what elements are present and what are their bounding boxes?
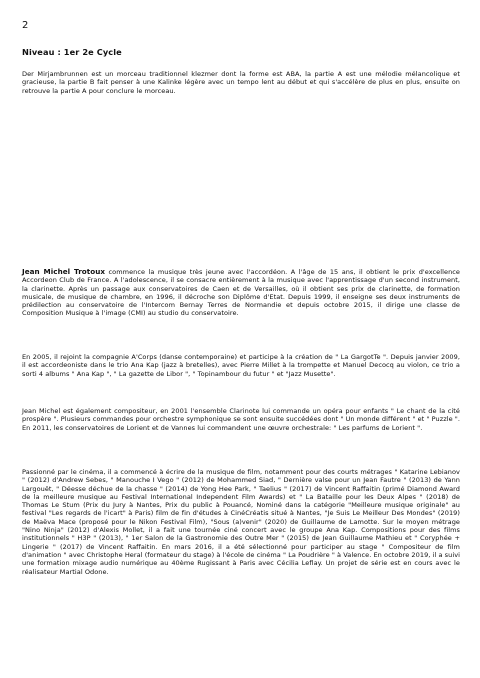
- level-heading: Niveau : 1er 2e Cycle: [22, 47, 122, 57]
- bio-paragraph-1-text: commence la musique très jeune avec l'accordéon. A l'âge de 15 ans, il obtient le prix d'excellence Accordeon Club de France. A l'adolescence, il se consacre entièrement à la musique avec l'apprentissage d'un second instrument, la clarinette. Après un passage aux conservatoires de Caen et de Versailles, où il obtient ses prix de clarinette, de formation musicale, de musique de chambre, en 1996, il décroche son Diplôme d'Etat. Depuis 1999, il enseigne ses deux instruments de prédilection au conservatoire de l'Intercom Bernay Terres de Normandie et depuis octobre 2015, il dirige une classe de Composition Musique à l'image (CMI) au studio du conservatoire.: [22, 268, 460, 318]
- bio-paragraph-1: [22, 268, 460, 318]
- bio-paragraph-4: Passionné par le cinéma, il a commencé à écrire de la musique de film, notamment pour des courts métrages " Katarine Lebianov " (2012) d'Andrew Sebes, " Manouche I Vego " (2012) de Mohammed Siad, " Dernière valse pour un Jean Fautre " (2013) de Yann Largouët, " Déesse déchue de la chasse " (2014) de Yong Hee Park, " Taelius " (2017) de Vincent Raffaitin (primé Diamond Award de la meilleure musique au Festival International Independent Film Awards) et " La Bataille pour les Deux Alpes " (2018) de Thomas Le Stum (Prix du Jury à Nantes, Prix du public à Pouancé, Nominé dans la catégorie "Meilleure musique originale" au festival "Les regards de l'icart" à Paris) film de fin d'études à CinéCréatis situé à Nantes, "Je Suis Le Meilleur Des Mondes" (2019) de Maëva Mace (proposé pour le Nikon Festival Film), "Sous (a)venir" (2020) de Guillaume de Lamotte. Sur le moyen métrage "Nino Ninja" (2012) d'Alexis Mollet, il a fait une tournée ciné concert avec le groupe Ana Kap. Compositions pour des films institutionnels " H3P " (2013), " 1er Salon de la Gastronomie des Outre Mer " (2015) de Jean Guillaume Mathieu et " Coryphée + Lingerie " (2017) de Vincent Raffaitin. En mars 2016, il a été sélectionné pour participer au stage " Compositeur de film d'animation " avec Christophe Heral (formateur du stage) à l'école de cinéma " La Poudrière " à Valence. En octobre 2019, il a suivi une formation mixage audio numérique au 40ème Rugissant à Paris avec Cécilia Leflay. Un projet de série est en cours avec le réalisateur Martial Odone.: [22, 468, 460, 576]
- bio-paragraph-3: Jean Michel est également compositeur, en 2001 l'ensemble Clarinote lui commande un opéra pour enfants " Le chant de la cité prospère ". Plusieurs commandes pour orchestre symphonique se sont ensuite succédées dont " Un monde différent " et " Puzzle ". En 2011, les conservatoires de Lorient et de Vannes lui commandent une œuvre orchestrale: " Les parfums de Lorient ".: [22, 407, 460, 432]
- intro-paragraph: Der Mirjambrunnen est un morceau traditionnel klezmer dont la forme est ABA, la partie A est une mélodie mélancolique et gracieuse, la partie B fait penser à une Kalinke légère avec un tempo lent au début et qui s'accélère de plus en plus, ensuite on retrouve la partie A pour conclure le morceau.: [22, 70, 460, 95]
- bio-paragraph-2: En 2005, il rejoint la compagnie A'Corps (danse contemporaine) et participe à la création de " La GargotTe ". Depuis janvier 2009, il est accordeoniste dans le trio Ana Kap (jazz à bretelles), avec Pierre Millet à la trompette et Manuel Decocq au violon, ce trio a sorti 4 albums " Ana Kap ", " La gazette de Libor ", " Topinambour du futur " et "Jazz Musette".: [22, 353, 460, 378]
- composer-name: Jean Michel Trotoux: [22, 267, 106, 276]
- page-number: 2: [22, 20, 29, 31]
